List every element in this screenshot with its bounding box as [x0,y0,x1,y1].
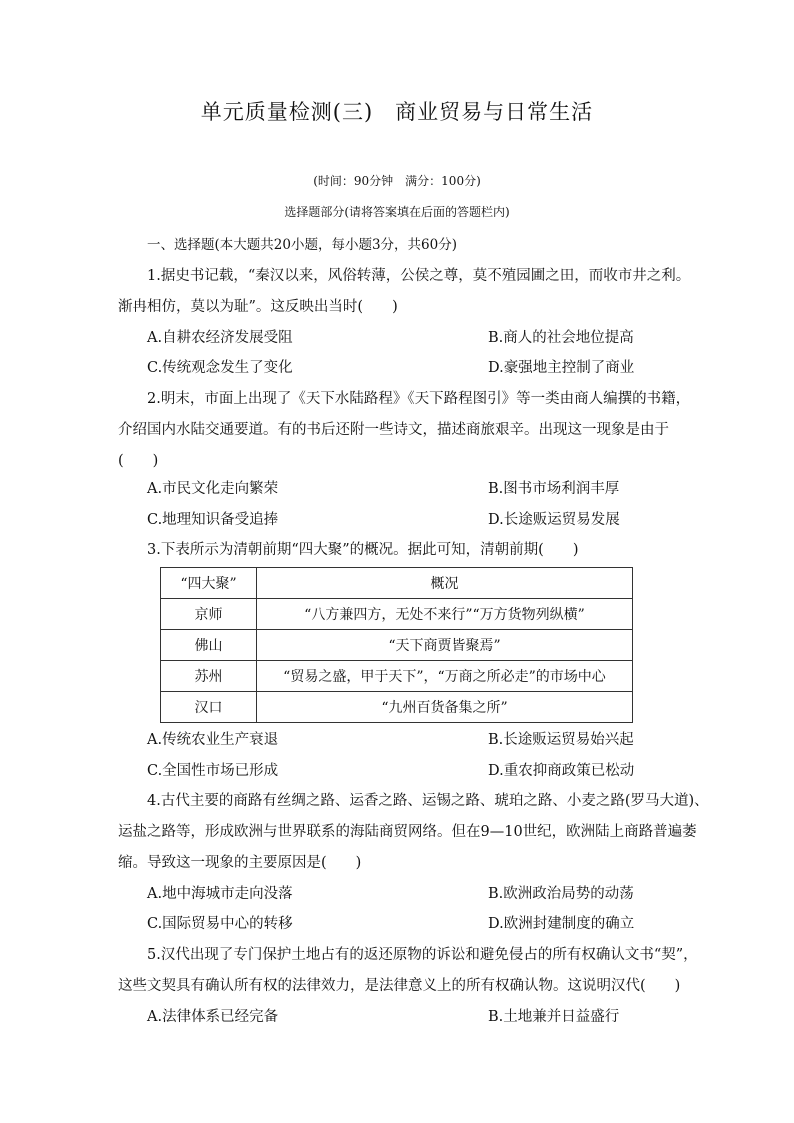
q2-line-2: 介绍国内水陆交通要道。有的书后还附一些诗文，描述商旅艰辛。出现这一现象是由于 [118,422,669,438]
time-info: (时间：90分钟 满分：100分) [313,174,481,188]
q1-line-1: 1.据史书记载，“秦汉以来，风俗转薄，公侯之尊，莫不殖园圃之田，而收市井之利。 [147,268,691,284]
q4-option-a: A.地中海城市走向没落 [147,886,293,902]
table-row [161,661,633,692]
q3-option-b: B.长途贩运贸易始兴起 [488,732,634,748]
q1-option-c: C.传统观念发生了变化 [147,360,293,376]
q5-line-2: 这些文契具有确认所有权的法律效力，是法律意义上的所有权确认物。这说明汉代( ) [118,978,681,994]
q3-line-1: 3.下表所示为清朝前期“四大聚”的概况。据此可知，清朝前期( ) [147,542,579,558]
q3-option-a: A.传统农业生产衰退 [147,732,279,748]
q2-line-1: 2.明末，市面上出现了《天下水陆路程》《天下路程图引》等一类由商人编撰的书籍， [147,391,691,407]
q4-option-c: C.国际贸易中心的转移 [147,916,293,932]
q2-option-a: A.市民文化走向繁荣 [147,481,279,497]
q4-line-3: 缩。导致这一现象的主要原因是( ) [118,855,362,871]
part-heading: 一、选择题(本大题共20小题，每小题3分，共60分) [147,237,457,253]
q4-line-1: 4.古代主要的商路有丝绸之路、运香之路、运锡之路、琥珀之路、小麦之路(罗马大道)、 [147,793,709,809]
table-row [161,692,633,723]
page-title: 单元质量检测(三) 商业贸易与日常生活 [200,100,594,124]
table-header-cell: “四大聚” [161,568,257,599]
q1-line-2: 渐冉相仿，莫以为耻”。这反映出当时( ) [118,299,398,315]
q5-option-b: B.土地兼并日益盛行 [488,1009,620,1025]
q2-line-3: ( ) [118,453,159,469]
q2-option-b: B.图书市场利润丰厚 [488,481,620,497]
q2-option-c: C.地理知识备受追捧 [147,512,279,528]
table-cell-city: 佛山 [161,630,257,661]
q2-option-d: D.长途贩运贸易发展 [488,512,620,528]
q3-option-d: D.重农抑商政策已松动 [488,763,635,779]
table-row [161,599,633,630]
table-header-cell: 概况 [257,568,633,599]
q5-line-1: 5.汉代出现了专门保护土地占有的返还原物的诉讼和避免侵占的所有权确认文书“契”， [147,947,698,963]
q1-option-d: D.豪强地主控制了商业 [488,360,635,376]
four-markets-table [160,567,633,723]
q1-option-b: B.商人的社会地位提高 [488,330,634,346]
table-cell-city: 苏州 [161,661,257,692]
q4-line-2: 运盐之路等，形成欧洲与世界联系的海陆商贸网络。但在9—10世纪，欧洲陆上商路普遍萎 [118,824,697,840]
q5-option-a: A.法律体系已经完备 [147,1009,279,1025]
table-cell-city: 汉口 [161,692,257,723]
table-cell-desc: “九州百货备集之所” [257,692,633,723]
section-note: 选择题部分(请将答案填在后面的答题栏内) [284,205,510,219]
table-cell-desc: “八方兼四方，无处不来行”“万方货物列纵横” [257,599,633,630]
table-cell-city: 京师 [161,599,257,630]
q4-option-b: B.欧洲政治局势的动荡 [488,886,634,902]
table-cell-desc: “天下商贾皆聚焉” [257,630,633,661]
table-cell-desc: “贸易之盛，甲于天下”，“万商之所必走”的市场中心 [257,661,633,692]
q4-option-d: D.欧洲封建制度的确立 [488,916,635,932]
q1-option-a: A.自耕农经济发展受阻 [147,330,293,346]
q3-option-c: C.全国性市场已形成 [147,763,279,779]
table-row [161,630,633,661]
table-header-row [161,568,633,599]
